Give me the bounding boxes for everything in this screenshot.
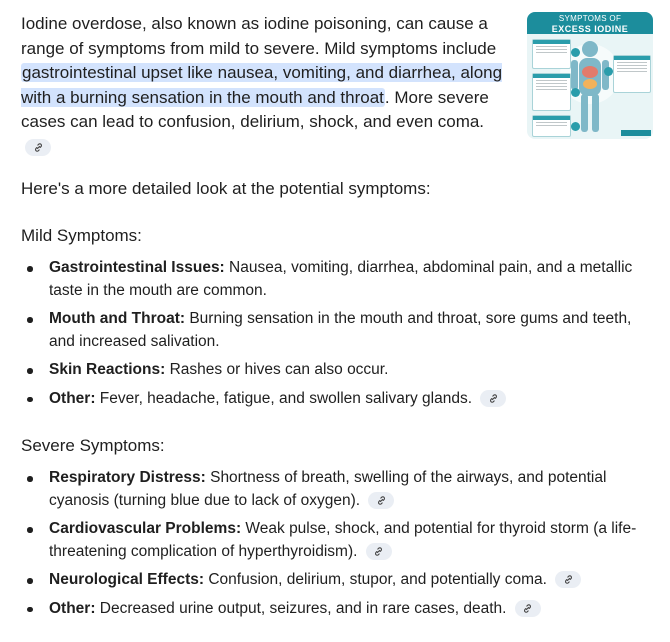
link-icon [488,393,499,404]
symptom-term: Other: [49,599,96,617]
infographic-marker [571,48,580,57]
source-link-button[interactable] [555,571,581,588]
symptom-term: Neurological Effects: [49,571,205,588]
severe-symptoms-list [49,467,649,626]
highlighted-text: gastrointestinal upset like nausea, vomiting, and diarrhea, along with a burning sensation in the mouth and throat [21,63,503,107]
link-icon [373,546,384,557]
list-item [49,598,649,621]
infographic-marker [571,88,580,97]
lead-sentence: Here's a more detailed look at the potential symptoms: [21,179,431,198]
infographic-marker [571,122,580,131]
list-item [49,569,649,592]
list-item [49,467,649,512]
list-item [49,388,649,411]
link-icon [522,603,533,614]
link-icon [376,495,387,506]
severe-symptoms-heading: Severe Symptoms: [21,436,165,455]
source-link-button[interactable] [368,492,394,509]
symptom-description: Decreased urine output, seizures, and in rare cases, death. [95,599,507,617]
infographic-panel [613,55,651,93]
symptom-description: Confusion, delirium, stupor, and potentially coma. [204,571,547,588]
symptom-term: Other: [49,389,96,407]
mild-symptoms-list [49,257,649,416]
symptom-term: Respiratory Distress: [49,469,206,486]
symptom-description: Weak pulse, shock, and potential for thyroid storm (a life-threatening complication of hyperthyroidism). [49,520,637,560]
infographic-panel [532,115,571,137]
symptom-description: Rashes or hives can also occur. [165,361,389,378]
infographic-title-line2: EXCESS IODINE [551,24,629,34]
infographic-marker [604,67,613,76]
link-icon [33,142,44,153]
source-link-button[interactable] [366,543,392,560]
infographic-panel [532,73,571,111]
list-item [49,308,649,353]
infographic-title-line1: SYMPTOMS OF [558,14,622,23]
source-link-button[interactable] [515,600,541,617]
symptom-term: Cardiovascular Problems: [49,520,242,537]
symptom-term: Gastrointestinal Issues: [49,259,225,276]
symptom-term: Mouth and Throat: [49,310,186,327]
source-link-button[interactable] [480,390,506,407]
symptom-description: Shortness of breath, swelling of the airways, and potential cyanosis (turning blue due to lack of oxygen). [49,469,607,509]
list-item [49,257,649,302]
symptom-description: Nausea, vomiting, diarrhea, abdominal pain, and a metallic taste in the mouth are common. [49,259,633,299]
intro-paragraph [21,12,511,159]
list-item [49,518,649,563]
infographic-thumbnail[interactable] [527,12,653,139]
symptom-description: Fever, headache, fatigue, and swollen salivary glands. [95,389,473,407]
symptom-description: Burning sensation in the mouth and throat, sore gums and teeth, and increased salivation. [49,310,632,350]
link-icon [563,574,574,585]
intro-text-start: Iodine overdose, also known as iodine poisoning, can cause a range of symptoms from mild to severe. Mild symptoms include [21,14,497,58]
intro-text-end: . More severe cases can lead to confusion, delirium, shock, and even coma. [21,87,489,131]
list-item [49,359,649,382]
source-link-button[interactable] [25,139,51,156]
infographic-banner [527,12,653,34]
mild-symptoms-heading: Mild Symptoms: [21,226,142,245]
symptom-term: Skin Reactions: [49,361,166,378]
infographic-panel [532,39,571,69]
